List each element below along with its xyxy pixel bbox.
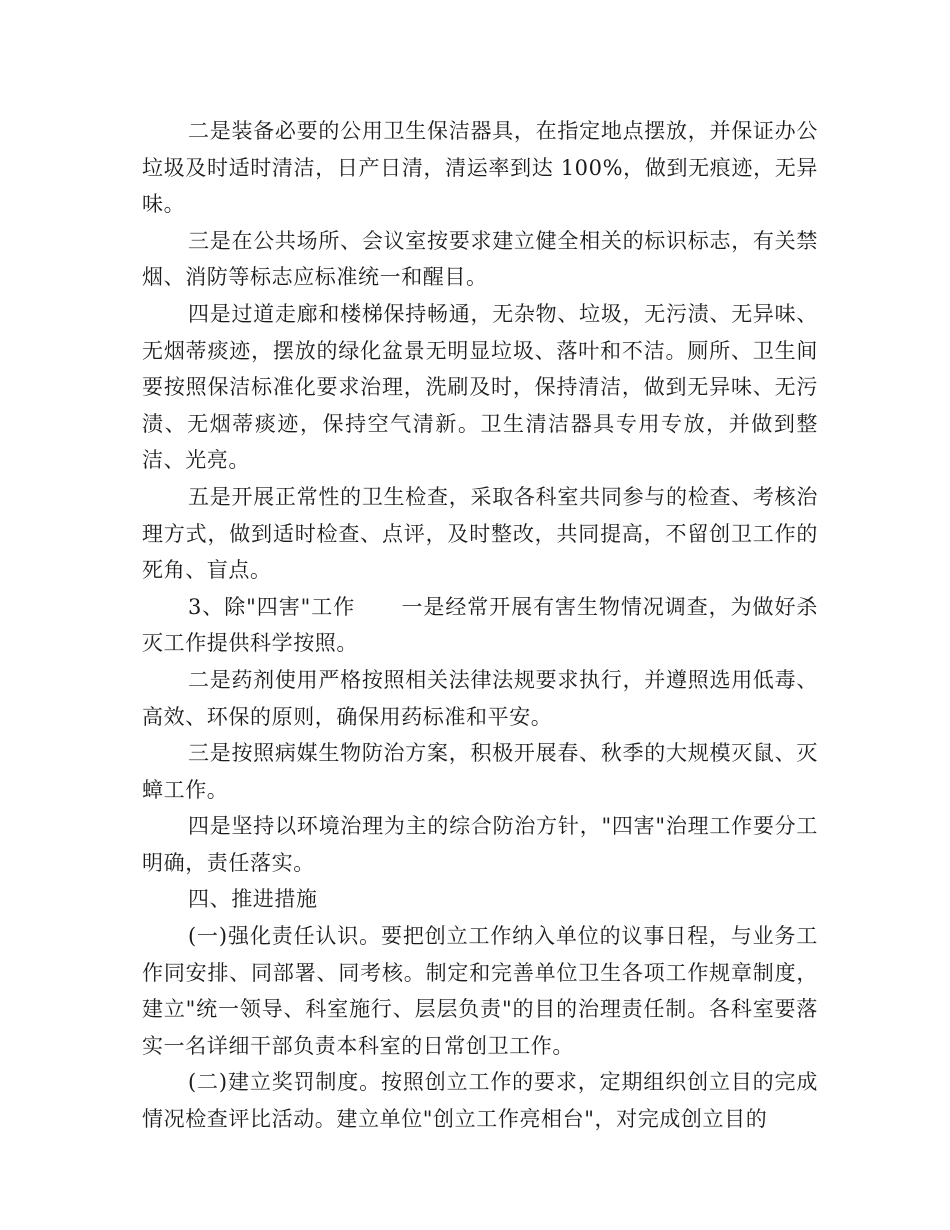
- section-4-heading: 四、推进措施: [188, 887, 318, 912]
- paragraph-pesticide: 二是药剂使用严格按照相关法律法规要求执行，并遵照选用低毒、高效、环保的原则，确保用药标准和平安。: [142, 667, 818, 729]
- section-3-first-item: 一是经常开展有害生物情况调查，为做好杀灭工作提供科学按照。: [142, 594, 818, 656]
- document-body: [142, 113, 818, 1138]
- paragraph-section-3: [142, 589, 818, 662]
- paragraph-corridors: 四是过道走廊和楼梯保持畅通，无杂物、垃圾，无污渍、无异味、无烟蒂痰迹，摆放的绿化盆景无明显垃圾、落叶和不洁。厕所、卫生间要按照保洁标准化要求治理，洗刷及时，保持清洁，做到无异味、无污渍、无烟蒂痰迹，保持空气清新。卫生清洁器具专用专放，并做到整洁、光亮。: [142, 301, 818, 473]
- section-3-heading: 3、除"四害"工作: [188, 594, 356, 619]
- paragraph-inspection: 五是开展正常性的卫生检查，采取各科室共同参与的检查、考核治理方式，做到适时检查、点评，及时整改，共同提高，不留创卫工作的死角、盲点。: [142, 484, 818, 583]
- paragraph-equipment: 二是装备必要的公用卫生保洁器具，在指定地点摆放，并保证办公垃圾及时适时清洁，日产日清，清运率到达 100%，做到无痕迹，无异味。: [142, 119, 818, 217]
- paragraph-vector-control: 三是按照病媒生物防治方案，积极开展春、秋季的大规模灭鼠、灭蟑工作。: [142, 741, 818, 802]
- paragraph-environment: 四是坚持以环境治理为主的综合防治方针，"四害"治理工作要分工明确，责任落实。: [142, 814, 818, 875]
- paragraph-signage: 三是在公共场所、会议室按要求建立健全相关的标识标志，有关禁烟、消防等标志应标准统一和醒目。: [142, 228, 818, 290]
- paragraph-responsibility: (一)强化责任认识。要把创立工作纳入单位的议事日程，与业务工作同安排、同部署、同考核。制定和完善单位卫生各项工作规章制度，建立"统一领导、科室施行、层层负责"的目的治理责任制。各科室要落实一名详细干部负责本科室的日常创卫工作。: [142, 924, 818, 1058]
- paragraph-rewards: (二)建立奖罚制度。按照创立工作的要求，定期组织创立目的完成情况检查评比活动。建立单位"创立工作亮相台"，对完成创立目的: [142, 1070, 818, 1132]
